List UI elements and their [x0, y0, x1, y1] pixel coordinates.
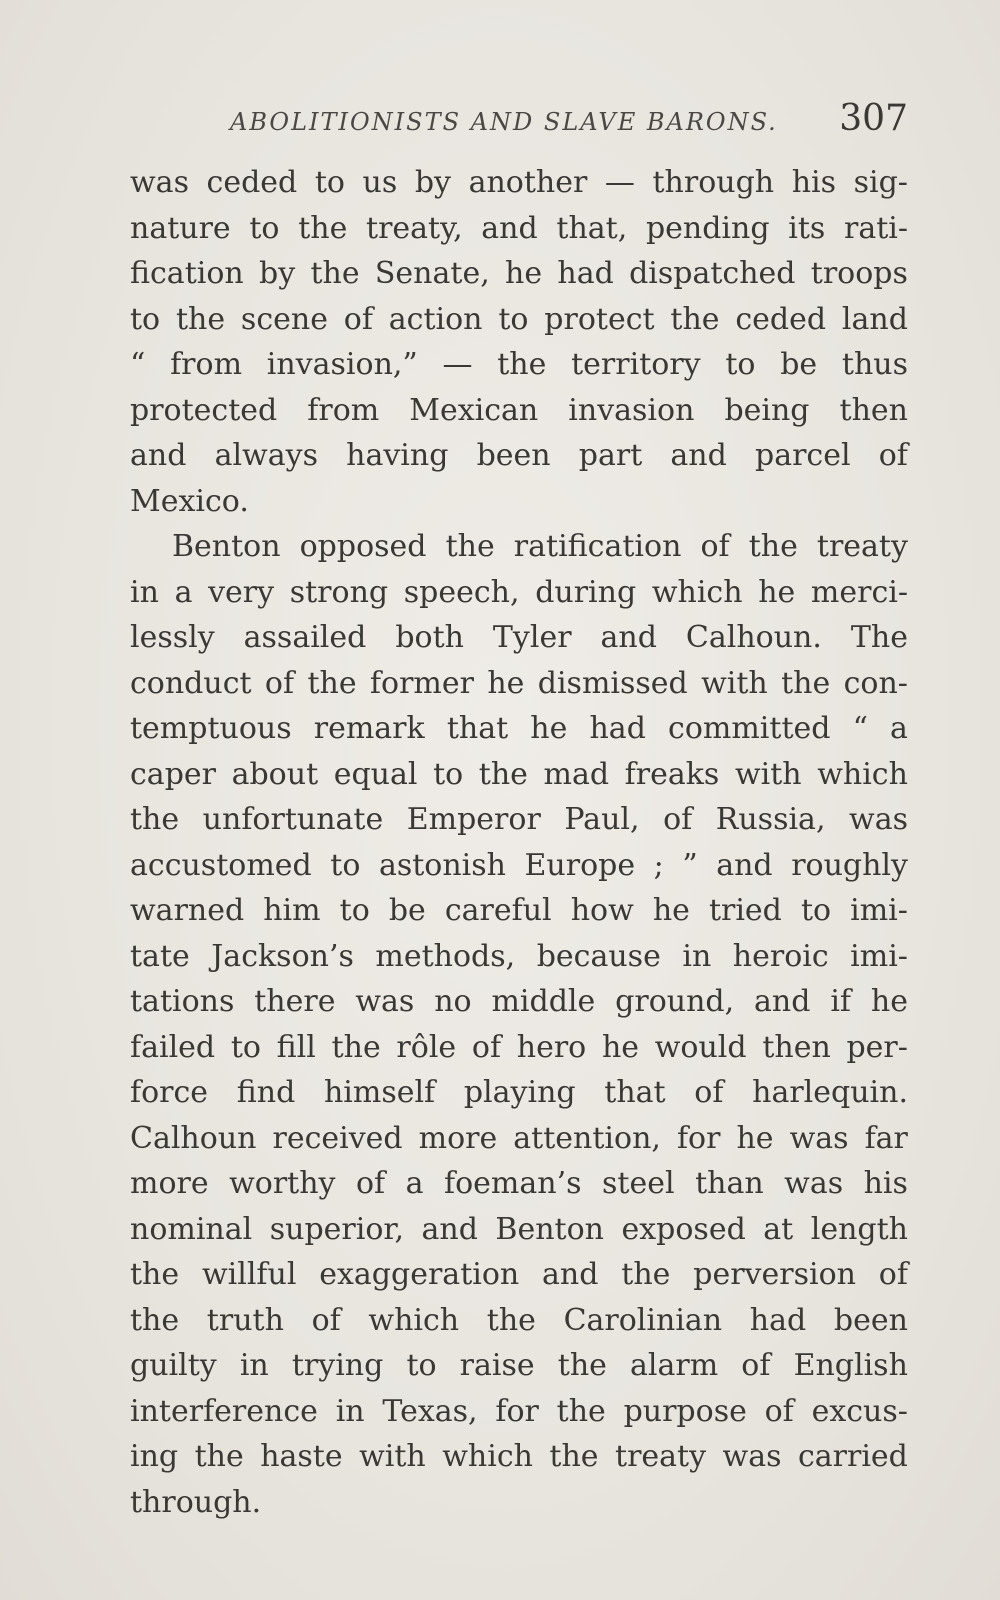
- word: Benton: [495, 1211, 604, 1247]
- word: former: [369, 665, 474, 701]
- word: guilty: [130, 1348, 217, 1383]
- word: raise: [459, 1348, 535, 1383]
- word: its: [788, 210, 826, 246]
- word: the: [486, 1302, 536, 1338]
- word: land: [841, 301, 908, 337]
- word: to: [249, 210, 280, 246]
- word: the: [310, 256, 360, 291]
- word: ing: [130, 1439, 179, 1474]
- word: received: [272, 1120, 403, 1156]
- word: he: [736, 1120, 774, 1156]
- word: steel: [602, 1166, 675, 1201]
- word: a: [890, 711, 908, 746]
- word: that: [604, 1075, 666, 1110]
- word: territory: [571, 347, 701, 382]
- word: nominal: [130, 1211, 253, 1247]
- word: foeman’s: [444, 1166, 582, 1201]
- word: more: [418, 1120, 498, 1156]
- text-line: [130, 524, 908, 570]
- word: methods,: [375, 938, 516, 974]
- word: himself: [323, 1075, 436, 1110]
- word: exposed: [621, 1211, 746, 1247]
- word: and: [481, 210, 538, 246]
- word: “: [852, 711, 868, 746]
- word: the: [621, 1257, 671, 1292]
- running-title: ABOLITIONISTS AND SLAVE BARONS.: [230, 108, 778, 136]
- word: of: [764, 1393, 794, 1429]
- word: ratification: [513, 529, 682, 564]
- body-text: [130, 160, 908, 1525]
- word: was: [130, 165, 189, 200]
- word: because: [536, 938, 661, 974]
- text-line: [130, 1434, 908, 1480]
- word: and: [421, 1211, 478, 1247]
- word: of: [264, 665, 295, 701]
- word: merci-: [810, 574, 908, 610]
- text-line: [130, 433, 908, 479]
- text-line: [130, 1298, 908, 1344]
- word: troops: [810, 256, 908, 291]
- word: he: [758, 574, 796, 610]
- word: and: [670, 438, 727, 473]
- word: to: [498, 301, 529, 337]
- word: speech,: [403, 574, 520, 610]
- word: exaggeration: [319, 1257, 520, 1292]
- word: willful: [201, 1257, 297, 1292]
- word: conduct: [130, 665, 252, 701]
- word: the: [445, 529, 495, 564]
- text-line: [130, 1252, 908, 1298]
- word: Benton: [172, 529, 281, 564]
- text-line: [130, 570, 908, 616]
- word: alarm: [630, 1348, 719, 1383]
- word: Russia,: [715, 802, 826, 837]
- word: was: [849, 802, 908, 837]
- word: being: [724, 392, 810, 428]
- word: in: [239, 1348, 269, 1383]
- text-line: [130, 1343, 908, 1389]
- word: by: [259, 256, 296, 291]
- word: ceded: [206, 165, 298, 200]
- word: treaty: [615, 1439, 707, 1474]
- word: Calhoun.: [685, 620, 822, 655]
- word: unfortunate: [202, 802, 384, 837]
- word: which: [651, 574, 743, 610]
- word: the: [331, 1029, 381, 1065]
- word: at: [763, 1211, 794, 1247]
- word: from: [307, 392, 380, 428]
- text-line: [130, 934, 908, 980]
- word: he: [487, 665, 525, 701]
- word: of: [741, 1348, 771, 1383]
- word: the: [670, 301, 720, 337]
- word: mad: [543, 756, 610, 792]
- word: and: [754, 984, 811, 1019]
- word: purpose: [623, 1393, 747, 1429]
- word: if: [830, 984, 852, 1019]
- word: which: [368, 1302, 460, 1338]
- text-line: [130, 1389, 908, 1435]
- word: length: [810, 1211, 908, 1247]
- word: temptuous: [130, 711, 292, 746]
- word: rôle: [396, 1029, 457, 1065]
- word: been: [476, 438, 551, 473]
- word: that: [446, 711, 509, 746]
- word: attention,: [513, 1120, 661, 1156]
- word: to: [314, 165, 345, 200]
- word: of: [878, 1257, 908, 1292]
- word: opposed: [299, 529, 427, 564]
- word: in: [130, 574, 159, 610]
- word: the: [748, 529, 798, 564]
- word: would: [654, 1029, 747, 1065]
- word: the: [298, 210, 348, 246]
- word: than: [695, 1166, 764, 1201]
- text-line: [130, 1161, 908, 1207]
- word: be: [388, 893, 426, 928]
- word: to: [800, 893, 832, 928]
- word: Emperor: [406, 802, 541, 837]
- word: ground,: [615, 984, 735, 1019]
- word: he: [505, 256, 543, 291]
- word: the: [307, 665, 357, 701]
- text-line: [130, 251, 908, 297]
- word: he: [530, 711, 568, 746]
- word: lessly: [130, 620, 215, 655]
- text-line: [130, 752, 908, 798]
- word: heroic: [732, 938, 829, 974]
- word: dismissed: [537, 665, 688, 701]
- word: thus: [841, 347, 908, 382]
- text-line: [130, 979, 908, 1025]
- word: per-: [846, 1029, 908, 1065]
- word: tations: [130, 984, 235, 1019]
- word: with: [701, 665, 768, 701]
- word: was: [784, 1166, 844, 1201]
- text-line: [130, 160, 908, 206]
- word: to: [725, 347, 756, 382]
- text-line: [130, 615, 908, 661]
- text-line: [130, 888, 908, 934]
- paragraph: [130, 524, 908, 1525]
- word: rati-: [843, 210, 908, 246]
- word: the: [781, 665, 831, 701]
- word: through: [652, 165, 775, 200]
- word: for: [676, 1120, 721, 1156]
- word: from: [170, 347, 243, 382]
- word: invasion: [568, 392, 695, 428]
- word: no: [434, 984, 472, 1019]
- word: failed: [130, 1029, 216, 1065]
- word: Tyler: [492, 620, 572, 655]
- word: excus-: [811, 1393, 908, 1429]
- word: force: [130, 1075, 209, 1110]
- running-head: [130, 98, 908, 148]
- word: accustomed: [130, 847, 312, 883]
- word: of: [471, 1029, 502, 1065]
- word: the: [556, 1393, 606, 1429]
- word: superior,: [269, 1211, 404, 1247]
- word: trying: [291, 1348, 384, 1383]
- word: treaty,: [366, 210, 463, 246]
- word: truth: [206, 1302, 284, 1338]
- word: Paul,: [564, 802, 640, 837]
- word: con-: [843, 665, 908, 701]
- word: by: [414, 165, 451, 200]
- word: far: [864, 1120, 908, 1156]
- word: and: [130, 438, 187, 473]
- word: pending: [645, 210, 770, 246]
- word: harlequin.: [752, 1075, 908, 1110]
- word: Calhoun: [130, 1120, 257, 1156]
- word: then: [839, 392, 908, 428]
- word: caper: [130, 756, 216, 792]
- word: sig-: [853, 165, 908, 200]
- word: in: [335, 1393, 365, 1429]
- word: —: [442, 347, 473, 382]
- word: middle: [491, 984, 596, 1019]
- word: was: [722, 1439, 782, 1474]
- word: find: [236, 1075, 296, 1110]
- word: of: [343, 301, 373, 337]
- word: the: [549, 1439, 599, 1474]
- word: a: [405, 1166, 424, 1201]
- word: fill: [276, 1029, 316, 1065]
- word: invasion,”: [266, 347, 418, 382]
- word: parcel: [755, 438, 851, 473]
- word: to: [339, 893, 370, 928]
- word: freaks: [624, 756, 720, 792]
- word: ;: [653, 847, 664, 883]
- word: about: [231, 756, 319, 792]
- text-line: [130, 843, 908, 889]
- text-line: [130, 1207, 908, 1253]
- word: the: [130, 1302, 180, 1338]
- word: the: [478, 756, 528, 792]
- word: worthy: [229, 1166, 336, 1201]
- word: committed: [668, 711, 831, 746]
- word: scene: [240, 301, 328, 337]
- word: was: [355, 984, 415, 1019]
- word: treaty: [816, 529, 908, 564]
- word: imi-: [850, 893, 908, 928]
- word: Texas,: [382, 1393, 478, 1429]
- text-line: [130, 206, 908, 252]
- word: strong: [289, 574, 389, 610]
- word: protect: [544, 301, 655, 337]
- word: Senate,: [374, 256, 490, 291]
- word: the: [130, 1257, 180, 1292]
- word: he: [870, 984, 908, 1019]
- word: dispatched: [629, 256, 796, 291]
- word: having: [346, 438, 449, 473]
- word: the: [194, 1439, 244, 1474]
- word: remark: [313, 711, 425, 746]
- word: protected: [130, 392, 278, 428]
- text-line: [130, 661, 908, 707]
- word: the: [175, 301, 226, 337]
- word: during: [535, 574, 637, 610]
- word: always: [214, 438, 318, 473]
- word: of: [878, 438, 908, 473]
- word: how: [570, 893, 634, 928]
- word: warned: [130, 893, 245, 928]
- word: assailed: [243, 620, 367, 655]
- text-line: [130, 479, 908, 525]
- word: a: [174, 574, 193, 610]
- word: action: [388, 301, 483, 337]
- word: to: [330, 847, 361, 883]
- word: his: [791, 165, 837, 200]
- word: to: [433, 756, 464, 792]
- word: hero: [516, 1029, 587, 1065]
- word: of: [355, 1166, 386, 1201]
- word: ”: [682, 847, 698, 883]
- text-line: [130, 1480, 908, 1526]
- word: carried: [797, 1439, 908, 1474]
- paragraph: [130, 160, 908, 524]
- word: —: [604, 165, 635, 200]
- word: with: [734, 756, 802, 792]
- word: and: [600, 620, 657, 655]
- word: Mexican: [409, 392, 539, 428]
- word: to: [130, 301, 161, 337]
- word: of: [700, 529, 730, 564]
- word: interference: [130, 1393, 318, 1429]
- word: English: [793, 1348, 908, 1383]
- word: the: [130, 802, 180, 837]
- word: haste: [260, 1439, 343, 1474]
- word: through.: [130, 1484, 262, 1520]
- word: astonish: [378, 847, 506, 883]
- word: him: [263, 893, 321, 928]
- word: part: [578, 438, 643, 473]
- word: Carolinian: [563, 1302, 723, 1338]
- word: to: [230, 1029, 261, 1065]
- word: nature: [130, 210, 231, 246]
- word: for: [495, 1393, 539, 1429]
- word: tried: [708, 893, 782, 928]
- word: very: [208, 574, 275, 610]
- word: he: [601, 1029, 640, 1065]
- word: ceded: [735, 301, 827, 337]
- text-line: [130, 388, 908, 434]
- word: there: [254, 984, 336, 1019]
- word: which: [817, 756, 908, 792]
- word: the: [557, 1348, 607, 1383]
- word: more: [130, 1166, 209, 1201]
- word: and: [716, 847, 773, 883]
- word: in: [682, 938, 712, 974]
- word: with: [359, 1439, 426, 1474]
- word: which: [442, 1439, 533, 1474]
- word: Jackson’s: [211, 938, 354, 974]
- word: of: [311, 1302, 341, 1338]
- word: that,: [556, 210, 628, 246]
- word: of: [694, 1075, 724, 1110]
- word: tate: [130, 938, 190, 974]
- word: Mexico.: [130, 483, 249, 519]
- word: The: [850, 620, 908, 655]
- word: of: [663, 802, 693, 837]
- page-number: 307: [839, 98, 908, 139]
- word: and: [542, 1257, 599, 1292]
- word: equal: [333, 756, 418, 792]
- word: then: [762, 1029, 831, 1065]
- text-line: [130, 1070, 908, 1116]
- word: be: [780, 347, 818, 382]
- word: perversion: [693, 1257, 856, 1292]
- word: had: [749, 1302, 807, 1338]
- word: careful: [444, 893, 552, 928]
- word: both: [395, 620, 464, 655]
- word: roughly: [791, 847, 908, 883]
- word: imi-: [850, 938, 908, 974]
- word: was: [789, 1120, 849, 1156]
- word: us: [362, 165, 398, 200]
- word: Europe: [524, 847, 636, 883]
- word: had: [557, 256, 614, 291]
- text-line: [130, 797, 908, 843]
- word: playing: [463, 1075, 576, 1110]
- text-line: [130, 297, 908, 343]
- word: to: [406, 1348, 437, 1383]
- text-line: [130, 706, 908, 752]
- word: another: [468, 165, 588, 200]
- word: the: [497, 347, 547, 382]
- word: “: [130, 347, 146, 382]
- text-line: [130, 342, 908, 388]
- word: he: [652, 893, 690, 928]
- text-line: [130, 1116, 908, 1162]
- text-line: [130, 1025, 908, 1071]
- word: his: [863, 1166, 908, 1201]
- word: had: [589, 711, 646, 746]
- word: fication: [130, 256, 244, 291]
- word: been: [833, 1302, 908, 1338]
